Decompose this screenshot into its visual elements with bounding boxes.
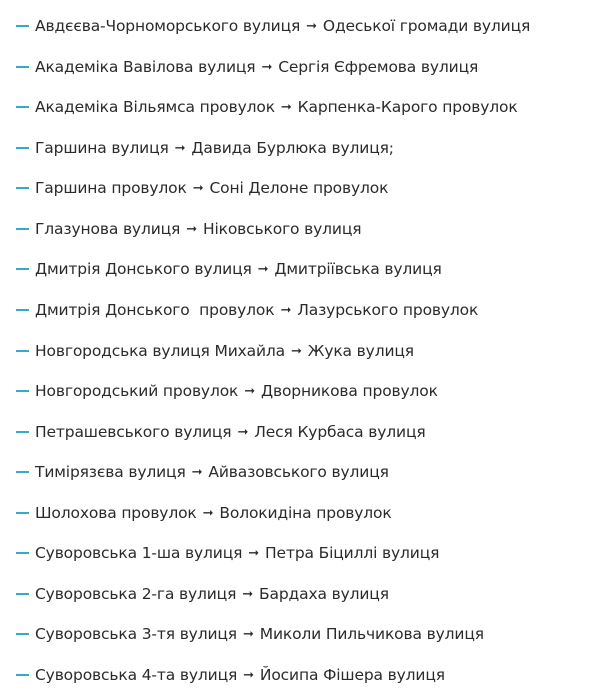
new-street-name: Лазурського провулок	[297, 301, 479, 319]
dash-bullet-icon	[16, 25, 29, 27]
old-street-name: Гаршина провулок	[35, 179, 187, 197]
arrow-icon: ➞	[261, 59, 273, 75]
dash-bullet-icon	[16, 552, 29, 554]
arrow-icon: ➞	[243, 667, 254, 683]
list-item	[16, 297, 478, 323]
list-item	[16, 540, 439, 566]
dash-bullet-icon	[16, 350, 29, 352]
old-street-name: Академіка Вавілова вулиця	[35, 58, 256, 76]
dash-bullet-icon	[16, 471, 29, 473]
old-street-name: Шолохова провулок	[35, 504, 197, 522]
new-street-name: Дворникова провулок	[261, 382, 438, 400]
dash-bullet-icon	[16, 593, 29, 595]
dash-bullet-icon	[16, 228, 29, 230]
old-street-name: Новгородська вулиця Михайла	[35, 342, 286, 360]
list-item	[16, 94, 518, 120]
arrow-icon: ➞	[257, 261, 269, 277]
old-street-name: Авдєєва-Чорноморського вулиця	[35, 17, 301, 35]
new-street-name: Йосипа Фішера вулиця	[259, 666, 445, 684]
old-street-name: Суворовська 4-та вулиця	[35, 666, 238, 684]
arrow-icon: ➞	[280, 99, 292, 115]
dash-bullet-icon	[16, 66, 29, 68]
list-item	[16, 621, 484, 647]
list-item	[16, 175, 388, 201]
old-street-name: Гаршина вулиця	[35, 139, 169, 157]
arrow-icon: ➞	[291, 343, 302, 359]
list-item	[16, 13, 530, 39]
old-street-name: Новгородський провулок	[35, 382, 239, 400]
dash-bullet-icon	[16, 674, 29, 676]
arrow-icon: ➞	[186, 221, 197, 237]
old-street-name: Суворовська 1-ша вулиця	[35, 544, 243, 562]
arrow-icon: ➞	[242, 586, 254, 602]
old-street-name: Суворовська 3-тя вулиця	[35, 625, 237, 643]
old-street-name: Тимірязєва вулиця	[35, 463, 186, 481]
list-item	[16, 459, 389, 485]
arrow-icon: ➞	[237, 424, 249, 440]
list-item	[16, 662, 445, 688]
new-street-name: Бардаха вулиця	[259, 585, 389, 603]
arrow-icon: ➞	[202, 505, 214, 521]
dash-bullet-icon	[16, 309, 29, 311]
dash-bullet-icon	[16, 431, 29, 433]
arrow-icon: ➞	[191, 464, 203, 480]
arrow-icon: ➞	[242, 626, 254, 642]
old-street-name: Глазунова вулиця	[35, 220, 181, 238]
new-street-name: Карпенка-Карого провулок	[297, 98, 518, 116]
new-street-name: Одеської громади вулиця	[322, 17, 531, 35]
old-street-name: Петрашевського вулиця	[35, 423, 232, 441]
list-item	[16, 378, 438, 404]
list-item	[16, 338, 414, 364]
dash-bullet-icon	[16, 512, 29, 514]
new-street-name: Миколи Пильчикова вулиця	[259, 625, 484, 643]
list-item	[16, 135, 394, 161]
list-item	[16, 54, 478, 80]
arrow-icon: ➞	[174, 140, 186, 156]
new-street-name: Давида Бурлюка вулиця;	[191, 139, 394, 157]
arrow-icon: ➞	[244, 383, 255, 399]
new-street-name: Ніковського вулиця	[202, 220, 362, 238]
new-street-name: Сергія Єфремова вулиця	[278, 58, 479, 76]
arrow-icon: ➞	[306, 18, 317, 34]
list-item	[16, 256, 442, 282]
old-street-name: Суворовська 2-га вулиця	[35, 585, 237, 603]
list-item	[16, 500, 392, 526]
list-item	[16, 216, 361, 242]
new-street-name: Дмитріївська вулиця	[274, 260, 442, 278]
dash-bullet-icon	[16, 633, 29, 635]
old-street-name: Дмитрія Донського провулок	[35, 301, 275, 319]
new-street-name: Леся Курбаса вулиця	[254, 423, 426, 441]
dash-bullet-icon	[16, 390, 29, 392]
new-street-name: Жука вулиця	[307, 342, 414, 360]
old-street-name: Академіка Вільямса провулок	[35, 98, 275, 116]
new-street-name: Волокидіна провулок	[219, 504, 392, 522]
arrow-icon: ➞	[248, 545, 260, 561]
old-street-name: Дмитрія Донського вулиця	[35, 260, 252, 278]
arrow-icon: ➞	[192, 180, 204, 196]
dash-bullet-icon	[16, 268, 29, 270]
arrow-icon: ➞	[280, 302, 292, 318]
list-item	[16, 581, 389, 607]
new-street-name: Соні Делоне провулок	[209, 179, 389, 197]
list-item	[16, 419, 426, 445]
dash-bullet-icon	[16, 187, 29, 189]
new-street-name: Айвазовського вулиця	[208, 463, 389, 481]
new-street-name: Петра Біциллі вулиця	[265, 544, 440, 562]
dash-bullet-icon	[16, 147, 29, 149]
dash-bullet-icon	[16, 106, 29, 108]
